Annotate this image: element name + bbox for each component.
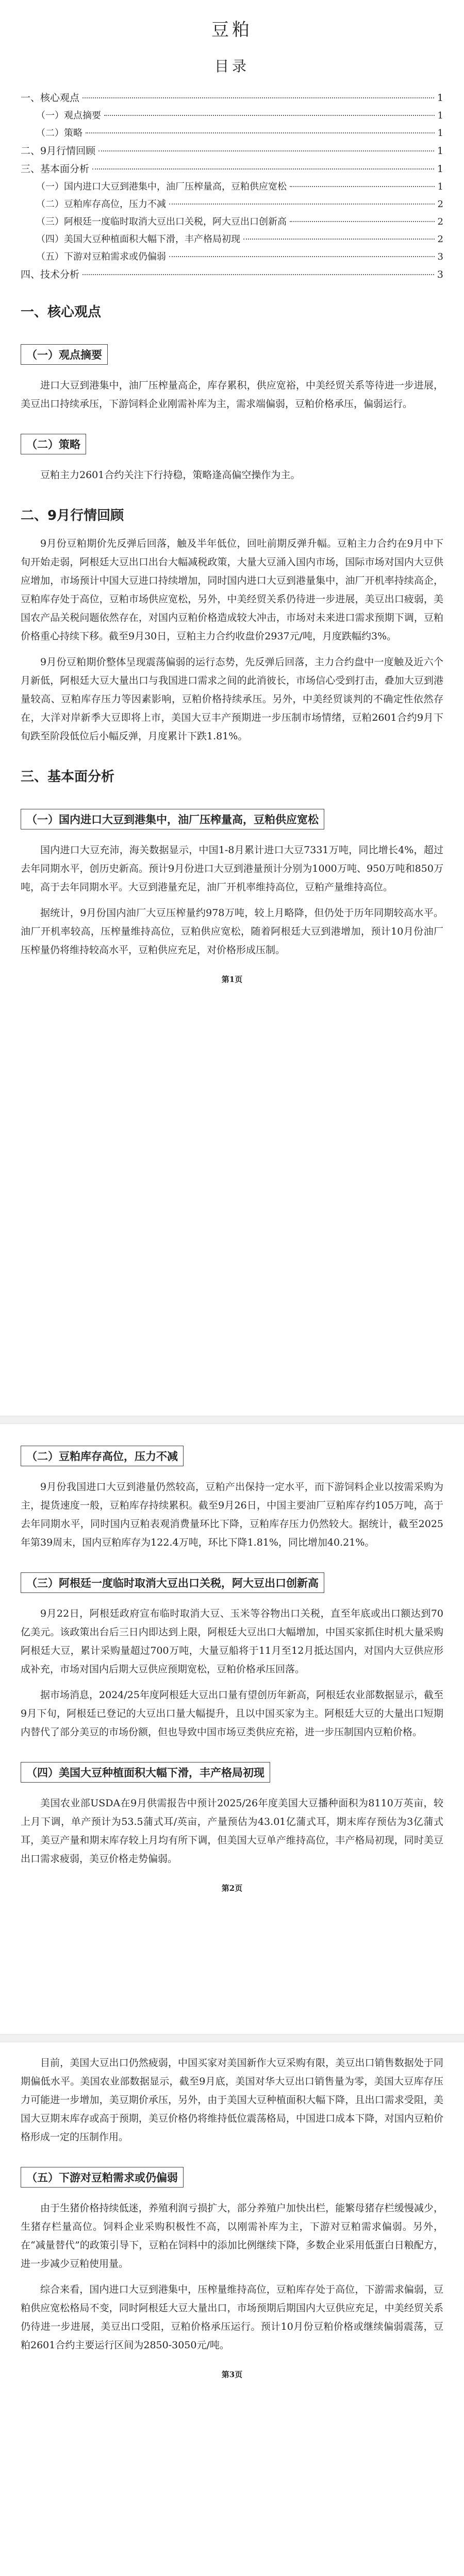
toc-entry-page: 2 xyxy=(437,216,443,227)
paragraph: 豆粕主力2601合约关注下行持稳，策略逢高偏空操作为主。 xyxy=(40,469,301,481)
toc-entry[interactable] xyxy=(21,126,443,139)
section-heading: 三、基本面分析 xyxy=(21,769,115,785)
toc-entry-label: （二）豆粕库存高位，压力不减 xyxy=(36,199,166,210)
toc-entry-label: （一）国内进口大豆到港集中，油厂压榨量高，豆粕供应宽松 xyxy=(36,181,287,192)
toc-entry-page: 1 xyxy=(437,145,443,157)
toc-entry-label: 一、核心观点 xyxy=(21,92,80,104)
toc-leader-dots xyxy=(82,274,434,275)
paragraph: 9月份我国进口大豆到港量仍然较高，豆粕产出保持一定水平，而下游饲料企业以按需采购为主，提货速度一般，豆粕库存持续累积。截至9月26日，中国主要油厂豆粕库存约105万吨，高于去年同期水平，同时国内豆粕表观消费量环比下降，豆粕库存压力仍然较大。据统计，截至2025年第39周末，国内豆粕库存为122.4万吨，环比下降1.81%，同比增加40.21%。 xyxy=(21,1481,443,1548)
toc-leader-dots xyxy=(86,132,435,133)
toc-entry-page: 1 xyxy=(437,181,443,192)
subsection-heading: （四）美国大豆种植面积大幅下滑，丰产格局初现 xyxy=(21,1762,270,1783)
subsection-heading: （二）策略 xyxy=(21,434,86,454)
toc-entry-label: 四、技术分析 xyxy=(21,269,80,280)
toc-entry-page: 3 xyxy=(437,269,443,280)
toc-entry[interactable] xyxy=(21,249,443,263)
toc-entry-page: 2 xyxy=(437,234,443,245)
paragraph: 美国农业部USDA在9月供需报告中预计2025/26年度美国大豆播种面积为8110万英亩，较上月下调，单产预计为53.5蒲式耳/英亩，产量预估为43.01亿蒲式耳，期末库存预估为3亿蒲式耳，美豆产量和期末库存较上月均有所下调，但美国大豆单产维持高位，丰产格局初现，同时美豆出口需求疲弱，美豆价格走势偏弱。 xyxy=(21,1798,443,1865)
page-number: 第2页 xyxy=(221,1884,243,1893)
toc-entry[interactable] xyxy=(21,267,443,281)
section-heading: 二、9月行情回顾 xyxy=(21,508,124,523)
toc-entry-label: （三）阿根廷一度临时取消大豆出口关税，阿大豆出口创新高 xyxy=(36,216,287,227)
subsection-heading: （二）豆粕库存高位，压力不减 xyxy=(21,1446,184,1466)
toc-entry[interactable] xyxy=(21,90,443,104)
toc-leader-dots xyxy=(82,97,434,98)
toc-entry[interactable] xyxy=(21,179,443,193)
toc-title: 目录 xyxy=(214,58,250,75)
toc-entry-page: 2 xyxy=(437,199,443,210)
toc-entry-label: （二）策略 xyxy=(36,128,82,139)
toc-entry-label: （五）下游对豆粕需求或仍偏弱 xyxy=(36,251,166,262)
toc-entry-page: 1 xyxy=(437,92,443,104)
subsection-heading: （一）观点摘要 xyxy=(21,344,108,365)
paragraph: 据统计，9月份国内油厂大豆压榨量约978万吨，较上月略降，但仍处于历年同期较高水平。油厂开机率较高，压榨量维持高位，豆粕供应宽松，随着阿根廷大豆到港增加，预计10月份油厂压榨量仍将维持较高水平，豆粕供应充足，对价格形成压制。 xyxy=(21,907,443,956)
toc-leader-dots xyxy=(243,239,435,240)
page-2 xyxy=(21,1432,443,1899)
toc-entry[interactable] xyxy=(21,143,443,157)
toc-leader-dots xyxy=(290,221,435,222)
paragraph: 据市场消息，2024/25年度阿根廷大豆出口量有望创历年新高，阿根廷农业部数据显示，截至9月下旬，阿根廷已登记的大豆出口量大幅提升，且以中国买家为主。阿根廷大豆的大量出口短期内替代了部分美豆的市场份额，但也导致中国市场豆类供应充裕，进一步压制国内豆粕价格。 xyxy=(21,1689,443,1738)
paragraph: 9月份豆粕期价整体呈现震荡偏弱的运行态势，先反弹后回落，主力合约盘中一度触及近六个月新低，阿根廷大豆大量出口与我国进口需求之间的此消彼长，市场信心受到打击，叠加大豆到港量较高、豆粕库存压力等因素影响，豆粕价格持续承压。另外，中美经贸谈判的不确定性依然存在，大洋对岸新季大豆即将上市，美国大豆丰产预期进一步压制市场情绪，豆粕2601合约9月下旬跌至阶段低位后小幅反弹，月度累计下跌1.81%。 xyxy=(21,656,443,742)
toc-entry-label: 三、基本面分析 xyxy=(21,163,90,175)
paragraph: 9月份豆粕期价先反弹后回落，触及半年低位，回吐前期反弹升幅。豆粕主力合约在9月中下旬开始走弱，阿根廷大豆出口出台大幅减税政策，大量大豆涌入国内市场，国际市场对国内大豆供应增加，市场预计中国大豆进口持续增加，同时国内进口大豆到港量集中，油厂开机率持续高企，豆粕库存处于高位，豆粕市场供应宽松，另外，中美经贸关系仍待进一步进展，美豆出口疲弱，美国农产品关税问题依然存在，对国内豆粕价格造成较大冲击，市场对未来进口需求预期下调，豆粕价格重心持续下移。截至9月30日，豆粕主力合约收盘价2937元/吨，月度跌幅约3%。 xyxy=(21,538,443,642)
table-of-contents xyxy=(21,90,443,281)
toc-leader-dots xyxy=(169,256,435,257)
toc-entry-page: 1 xyxy=(437,128,443,139)
toc-entry[interactable] xyxy=(21,232,443,245)
toc-entry-label: （四）美国大豆种植面积大幅下滑，丰产格局初现 xyxy=(36,234,240,245)
toc-leader-dots xyxy=(169,204,435,205)
subsection-heading: （三）阿根廷一度临时取消大豆出口关税，阿大豆出口创新高 xyxy=(21,1572,324,1593)
toc-entry-label: 二、9月行情回顾 xyxy=(21,145,96,157)
toc-entry-page: 1 xyxy=(437,163,443,175)
toc-entry-label: （一）观点摘要 xyxy=(36,110,101,121)
subsection-heading: （一）国内进口大豆到港集中，油厂压榨量高，豆粕供应宽松 xyxy=(21,809,324,829)
toc-entry[interactable] xyxy=(21,161,443,175)
subsection-heading: （五）下游对豆粕需求或仍偏弱 xyxy=(21,2167,184,2188)
page-separator xyxy=(0,1416,464,1424)
paragraph: 综合来看，国内进口大豆到港集中，压榨量维持高位，豆粕库存处于高位，下游需求偏弱，豆粕供应宽松格局不变，同时阿根廷大豆大量出口，市场预期后期国内大豆供应充足，中美经贸关系仍待进一步进展，美豆出口受阻，豆粕价格承压运行。预计10月份豆粕价格或继续偏弱震荡，豆粕2601合约主要运行区间为2850-3050元/吨。 xyxy=(21,2284,443,2351)
toc-entry[interactable] xyxy=(21,214,443,228)
paragraph: 9月22日，阿根廷政府宣布临时取消大豆、玉米等谷物出口关税，直至年底或出口额达到70亿美元。该政策出台后三日内即达到上限，阿根廷大豆出口大幅增加，中国买家抓住时机大量采购阿根廷大豆，累计采购量超过700万吨，大量豆船将于11月至12月抵达国内，对国内大豆供应形成补充，市场对国内后期大豆供应预期宽松，豆粕价格承压回落。 xyxy=(21,1608,443,1675)
paragraph: 进口大豆到港集中，油厂压榨量高企，库存累积，供应宽裕，中美经贸关系等待进一步进展，美豆出口持续承压，下游饲料企业刚需补库为主，需求端偏弱，豆粕价格承压，偏弱运行。 xyxy=(21,380,443,410)
toc-entry-page: 1 xyxy=(437,110,443,121)
paragraph: 由于生猪价格持续低迷，养殖利润亏损扩大，部分养殖户加快出栏，能繁母猪存栏缓慢减少，生猪存栏量高位。饲料企业采购积极性不高，以刚需补库为主，下游对豆粕需求偏弱。另外，在“减量替代”的政策引导下，豆粕在饲料中的添加比例继续下降，多数企业采用低蛋白日粮配方，进一步减少豆粕使用量。 xyxy=(21,2202,443,2269)
section-heading: 一、核心观点 xyxy=(21,304,102,320)
page-number: 第1页 xyxy=(221,975,243,984)
toc-leader-dots xyxy=(104,115,435,116)
toc-entry-page: 3 xyxy=(437,251,443,262)
page-number: 第3页 xyxy=(221,2370,243,2379)
page-3 xyxy=(21,2050,443,2385)
toc-entry[interactable] xyxy=(21,108,443,122)
toc-leader-dots xyxy=(290,186,435,187)
paragraph: 目前，美国大豆出口仍然疲弱，中国买家对美国新作大豆采购有限，美豆出口销售数据处于同期偏低水平。美国农业部数据显示，截至9月底，美国对华大豆出口销售量为零，美国大豆库存压力可能进一步增加，美豆期价承压，另外，由于美国大豆种植面积大幅下降，且出口需求受阻，美国大豆期末库存或高于预期，美豆价格仍将维持低位震荡格局，中国进口成本下降，对国内豆粕价格形成一定的压制作用。 xyxy=(21,2057,443,2143)
document-title: 豆粕 xyxy=(211,20,253,40)
toc-leader-dots xyxy=(98,150,434,151)
toc-entry[interactable] xyxy=(21,197,443,210)
page-1 xyxy=(21,0,443,990)
toc-leader-dots xyxy=(92,168,434,170)
paragraph: 国内进口大豆充沛，海关数据显示，中国1-8月累计进口大豆7331万吨，同比增长4%，超过去年同期水平，创历史新高。预计9月份进口大豆到港量预计分别为1000万吨、950万吨和850万吨，高于去年同期水平。大豆到港量充足，油厂开机率维持高位，豆粕产量维持高位。 xyxy=(21,844,443,893)
page-separator xyxy=(0,2034,464,2042)
